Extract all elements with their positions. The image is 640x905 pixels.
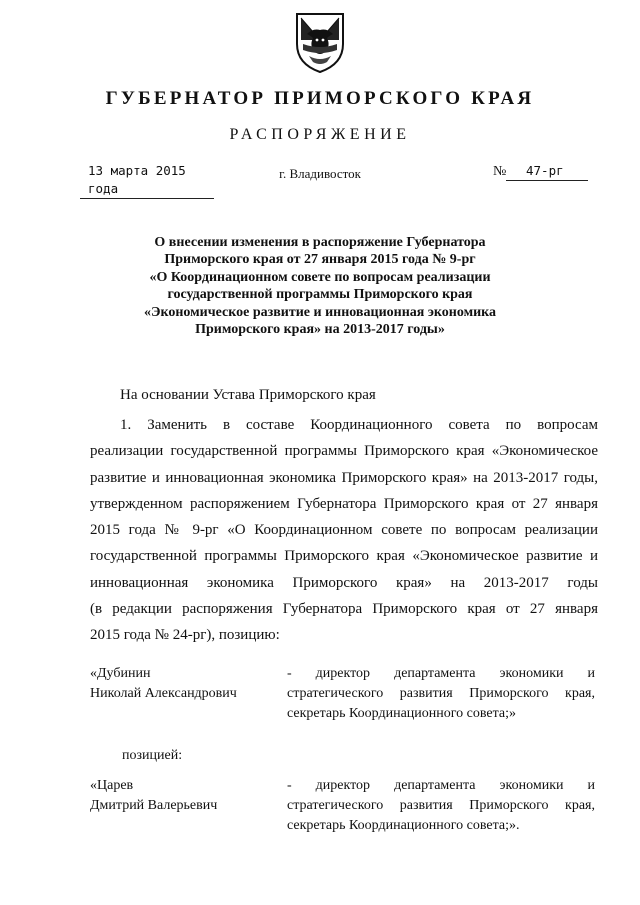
document-subject: [90, 234, 550, 338]
paragraph-line: реализации государственной программы Приморского края «Экономическое: [90, 443, 598, 460]
role-line: секретарь Координационного совета;»: [287, 706, 516, 721]
name-line: Николай Александрович: [90, 686, 237, 701]
basis-line: На основании Устава Приморского края: [120, 387, 376, 403]
new-position-name: [90, 776, 280, 816]
replacement-label: позицией:: [122, 748, 183, 763]
old-position-role: [287, 664, 595, 724]
paragraph-line: государственной программы Приморского края «Экономическое развитие и: [90, 548, 598, 565]
paragraph-line: утвержденном распоряжением Губернатора Приморского края от 27 января: [90, 495, 598, 512]
name-line: «Дубинин: [90, 666, 151, 681]
subject-line: Приморского края от 27 января 2015 года № 9-рг: [164, 252, 476, 268]
paragraph-line: развитие и инновационная экономика Приморского края» на 2013-2017 годы,: [90, 469, 598, 486]
document-number-label: №: [493, 164, 507, 179]
role-line: секретарь Координационного совета;».: [287, 818, 520, 833]
paragraph-1: [90, 412, 598, 649]
subject-line: «О Координационном совете по вопросам реализации: [149, 269, 491, 285]
name-line: «Царев: [90, 778, 134, 793]
document-number: [506, 162, 588, 181]
role-line: стратегического развития Приморского края,: [287, 686, 595, 701]
role-line: - директор департамента экономики и: [287, 778, 595, 793]
paragraph-line: (в редакции распоряжения Губернатора Приморского края от 27 января: [90, 601, 598, 618]
document-date: 13 марта 2015 года: [80, 162, 214, 199]
new-position-role: [287, 776, 595, 836]
primorsky-krai-coat-of-arms-icon: [293, 10, 347, 74]
document-city: г. Владивосток: [279, 166, 361, 181]
subject-line: О внесении изменения в распоряжение Губернатора: [154, 235, 486, 250]
subject-line: «Экономическое развитие и инновационная экономика: [143, 304, 497, 320]
role-line: - директор департамента экономики и: [287, 666, 595, 681]
document-number-value: 47-рг: [526, 163, 564, 178]
old-position-name: [90, 664, 280, 704]
document-type: РАСПОРЯЖЕНИЕ: [229, 126, 411, 143]
subject-line: Приморского края» на 2013-2017 годы»: [195, 322, 445, 338]
name-line: Дмитрий Валерьевич: [90, 798, 218, 813]
paragraph-line: 1. Заменить в составе Координационного совета по вопросам: [120, 417, 598, 433]
paragraph-line: 2015 года № 24-рг), позицию:: [90, 627, 280, 644]
role-line: стратегического развития Приморского края,: [287, 798, 595, 813]
paragraph-line: инновационная экономика Приморского края» на 2013-2017 годы: [90, 574, 598, 591]
paragraph-line: 2015 года № 9-рг «О Координационном совете по вопросам реализации: [90, 522, 598, 539]
subject-line: государственной программы Приморского края: [167, 287, 473, 303]
governor-title: ГУБЕРНАТОР ПРИМОРСКОГО КРАЯ: [105, 88, 535, 109]
